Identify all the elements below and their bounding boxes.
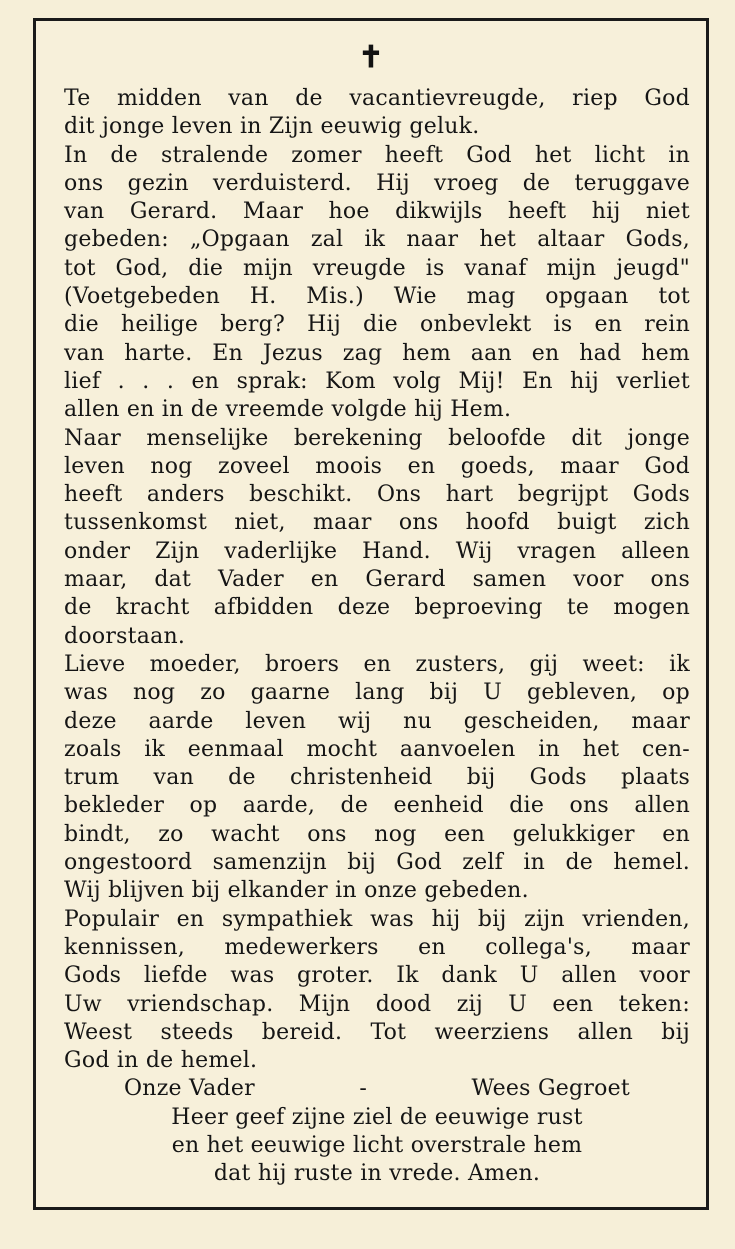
- text-line: Uw vriendschap. Mijn dood zij U een teken:: [64, 991, 690, 1017]
- text-line: Populair en sympathiek was hij bij zijn vrienden,: [64, 906, 690, 932]
- text-line: deze aarde leven wij nu gescheiden, maar: [64, 708, 690, 734]
- text-line: die heilige berg? Hij die onbevlekt is en rein: [64, 312, 690, 338]
- prayer-line: en het eeuwige licht overstrale hem: [171, 1132, 583, 1158]
- text-line: tussenkomst niet, maar ons hoofd buigt zich: [64, 510, 690, 536]
- text-line: maar, dat Vader en Gerard samen voor ons: [64, 567, 690, 593]
- prayer-titles: [64, 1075, 690, 1103]
- text-line: In de stralende zomer heeft God het licht in: [64, 142, 690, 168]
- paragraph: [64, 651, 690, 906]
- text-line: de kracht afbidden deze beproeving te mogen: [64, 595, 690, 621]
- text-line: doorstaan.: [64, 623, 186, 649]
- text-line: heeft anders beschikt. Ons hart begrijpt Gods: [64, 482, 690, 508]
- text-line: leven nog zoveel moois en goeds, maar God: [64, 453, 690, 479]
- prayer-dash: -: [359, 1076, 368, 1102]
- prayer-title-wees-gegroet: Wees Gegroet: [471, 1076, 630, 1102]
- paragraph: [64, 906, 690, 1076]
- text-line: trum van de christenheid bij Gods plaats: [64, 765, 690, 791]
- cross-icon: ✝: [358, 40, 384, 75]
- text-line: Wij blijven bij elkander in onze gebeden.: [64, 878, 529, 904]
- memorial-text: [64, 85, 690, 1189]
- prayer-line: Heer geef zijne ziel de eeuwige rust: [171, 1104, 583, 1130]
- text-line: kennissen, medewerkers en collega's, maar: [64, 934, 690, 960]
- text-line: dit jonge leven in Zijn eeuwig geluk.: [64, 114, 480, 140]
- text-line: Weest steeds bereid. Tot weerziens allen bij: [64, 1019, 690, 1045]
- text-line: bindt, zo wacht ons nog een gelukkiger en: [64, 821, 690, 847]
- text-line: bekleder op aarde, de eenheid die ons allen: [64, 793, 690, 819]
- text-line: lief . . . en sprak: Kom volg Mij! En hij verliet: [64, 368, 690, 394]
- text-line: ons gezin verduisterd. Hij vroeg de teruggave: [64, 170, 690, 196]
- text-line: onder Zijn vaderlijke Hand. Wij vragen alleen: [64, 538, 690, 564]
- text-line: (Voetgebeden H. Mis.) Wie mag opgaan tot: [64, 284, 690, 310]
- text-line: van harte. En Jezus zag hem aan en had hem: [64, 340, 690, 366]
- text-line: gebeden: „Opgaan zal ik naar het altaar Gods,: [64, 227, 690, 253]
- text-line: tot God, die mijn vreugde is vanaf mijn jeugd": [64, 255, 690, 281]
- paragraph: [64, 142, 690, 425]
- text-line: Naar menselijke berekening beloofde dit jonge: [64, 425, 690, 451]
- memorial-card: [33, 18, 709, 1210]
- text-line: Gods liefde was groter. Ik dank U allen voor: [64, 963, 690, 989]
- text-line: Lieve moeder, broers en zusters, gij weet: ik: [64, 651, 690, 677]
- text-line: was nog zo gaarne lang bij U gebleven, op: [64, 680, 690, 706]
- paragraph: [64, 425, 690, 651]
- prayer-title-onze-vader: Onze Vader: [124, 1076, 255, 1102]
- text-line: van Gerard. Maar hoe dikwijls heeft hij niet: [64, 199, 690, 225]
- text-line: God in de hemel.: [64, 1048, 258, 1074]
- text-line: Te midden van de vacantievreugde, riep God: [64, 86, 690, 111]
- prayer-line: dat hij ruste in vrede. Amen.: [213, 1161, 541, 1187]
- prayer-block: [64, 1075, 690, 1188]
- text-line: allen en in de vreemde volgde hij Hem.: [64, 397, 512, 423]
- paragraph: [64, 85, 690, 142]
- text-line: ongestoord samenzijn bij God zelf in de hemel.: [64, 850, 690, 876]
- text-line: zoals ik eenmaal mocht aanvoelen in het cen-: [64, 736, 690, 762]
